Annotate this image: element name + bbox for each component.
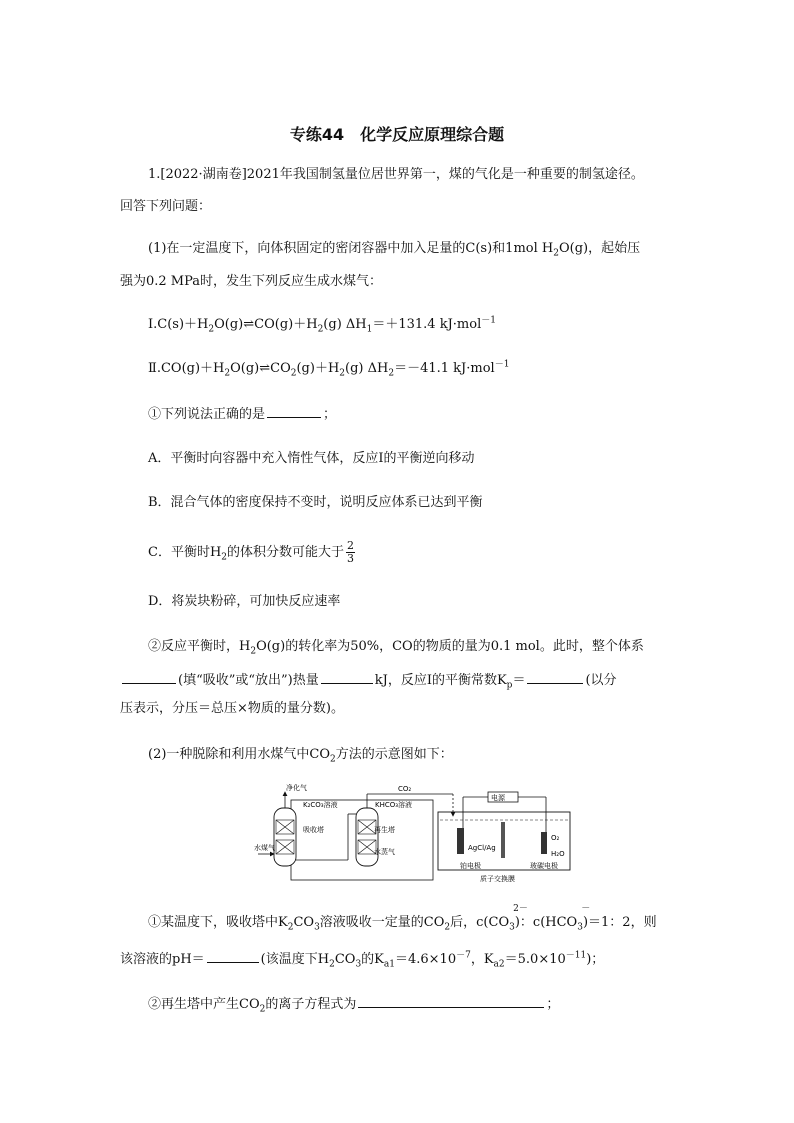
sub-question-3-line2: 该溶液的pH＝ (该温度下$H_2CO_3$的$K_{a1}=4.6\times 10^{-7}$，$K_{a2}=5.0\times 10^{-11}$)； [120, 950, 605, 970]
sub-question-2-line2: (填“吸收”或“放出”)热量 kJ，反应Ⅰ的平衡常数$K_p=$ (以分 [120, 670, 617, 690]
question-number: 1. [148, 167, 161, 182]
gc-electrode-label: 玻碳电极 [530, 862, 558, 870]
h2o-label: H₂O [551, 850, 565, 858]
pt-electrode-label: 铂电极 [460, 862, 481, 870]
part2-text: (2)一种脱除和利用水煤气中$CO_2$方法的示意图如下： [148, 747, 453, 765]
answer-blank[interactable] [527, 670, 583, 684]
absorber-tower [274, 808, 296, 866]
sub-question-3: ①某温度下，吸收塔中$K_2CO_3$溶液吸收一定量的$CO_2$后，c(CO 2－ $_3$)：c(HCO － $_3$)＝1：2，则 [148, 904, 657, 933]
water-gas-label: 水煤气 [254, 844, 275, 852]
regenerator-label: 再生塔 [374, 826, 395, 834]
intro-text-2: 回答下列问题： [120, 199, 212, 214]
regenerator-tower [356, 808, 378, 866]
fraction: $\frac{2}{3}$ [347, 539, 355, 565]
answer-blank[interactable] [358, 994, 544, 1008]
sub-question-4: ②再生塔中产生$CO_2$的离子方程式为 ； [148, 994, 559, 1014]
answer-blank[interactable] [207, 949, 259, 963]
process-diagram [248, 780, 578, 888]
co2-label: CO₂ [398, 785, 412, 793]
answer-blank[interactable] [321, 670, 373, 684]
question-intro [148, 166, 644, 184]
khco3-label: KHCO₃溶液 [375, 801, 413, 809]
reaction-I: $Ⅰ.C(s)+H_2O(g)\rightleftharpoons CO(g)+H_2(g)$ $\Delta H_1=+131.4$ kJ·mol$^{-1}$ [148, 315, 496, 335]
power-label: 电源 [491, 794, 505, 802]
agcl-label: AgCl/Ag [468, 844, 496, 852]
part1-text-2: 强为0.2 MPa时，发生下列反应生成水煤气： [120, 274, 383, 289]
k2co3-label: K₂CO₃溶液 [303, 801, 338, 809]
option-c: C．平衡时$H_2$的体积分数可能大于 $\frac{2}{3}$ [148, 539, 355, 565]
answer-blank[interactable] [122, 670, 176, 684]
answer-blank[interactable] [267, 404, 321, 418]
absorber-label: 吸收塔 [303, 826, 324, 834]
intro-text: 2021年我国制氢量位居世界第一，煤的气化是一种重要的制氢途径。 [246, 167, 644, 182]
membrane-label: 质子交换膜 [480, 875, 515, 883]
part1-text: (1)在一定温度下，向体积固定的密闭容器中加入足量的C(s)和1mol $H_2O(g)$，起始压 [148, 241, 641, 259]
option-d: D．将炭块粉碎，可加快反应速率 [148, 594, 341, 609]
option-a: A．平衡时向容器中充入惰性气体，反应Ⅰ的平衡逆向移动 [148, 451, 475, 466]
question-source: [2022·湖南卷] [160, 167, 247, 182]
page-title: 专练44 化学反应原理综合题 [289, 125, 505, 144]
purified-gas-label: 净化气 [286, 784, 307, 792]
electrolysis-cell [438, 792, 570, 870]
sub-question-2: ②反应平衡时，$H_2O(g)$的转化率为50%，CO的物质的量为0.1 mol。此时，整个体系 [148, 639, 644, 657]
steam-label: 水蒸气 [374, 848, 395, 856]
option-b: B．混合气体的密度保持不变时，说明反应体系已达到平衡 [148, 495, 483, 510]
sub-question-1: ①下列说法正确的是 ； [148, 404, 336, 424]
o2-label: O₂ [551, 834, 560, 842]
reaction-II: $Ⅱ.CO(g)+H_2O(g)\rightleftharpoons CO_2(g)+H_2(g)$ $\Delta H_2=-41.1$ kJ·mol$^{-1}$ [148, 359, 510, 379]
sub-question-2-line3: 压表示，分压＝总压×物质的量分数)。 [120, 701, 344, 716]
